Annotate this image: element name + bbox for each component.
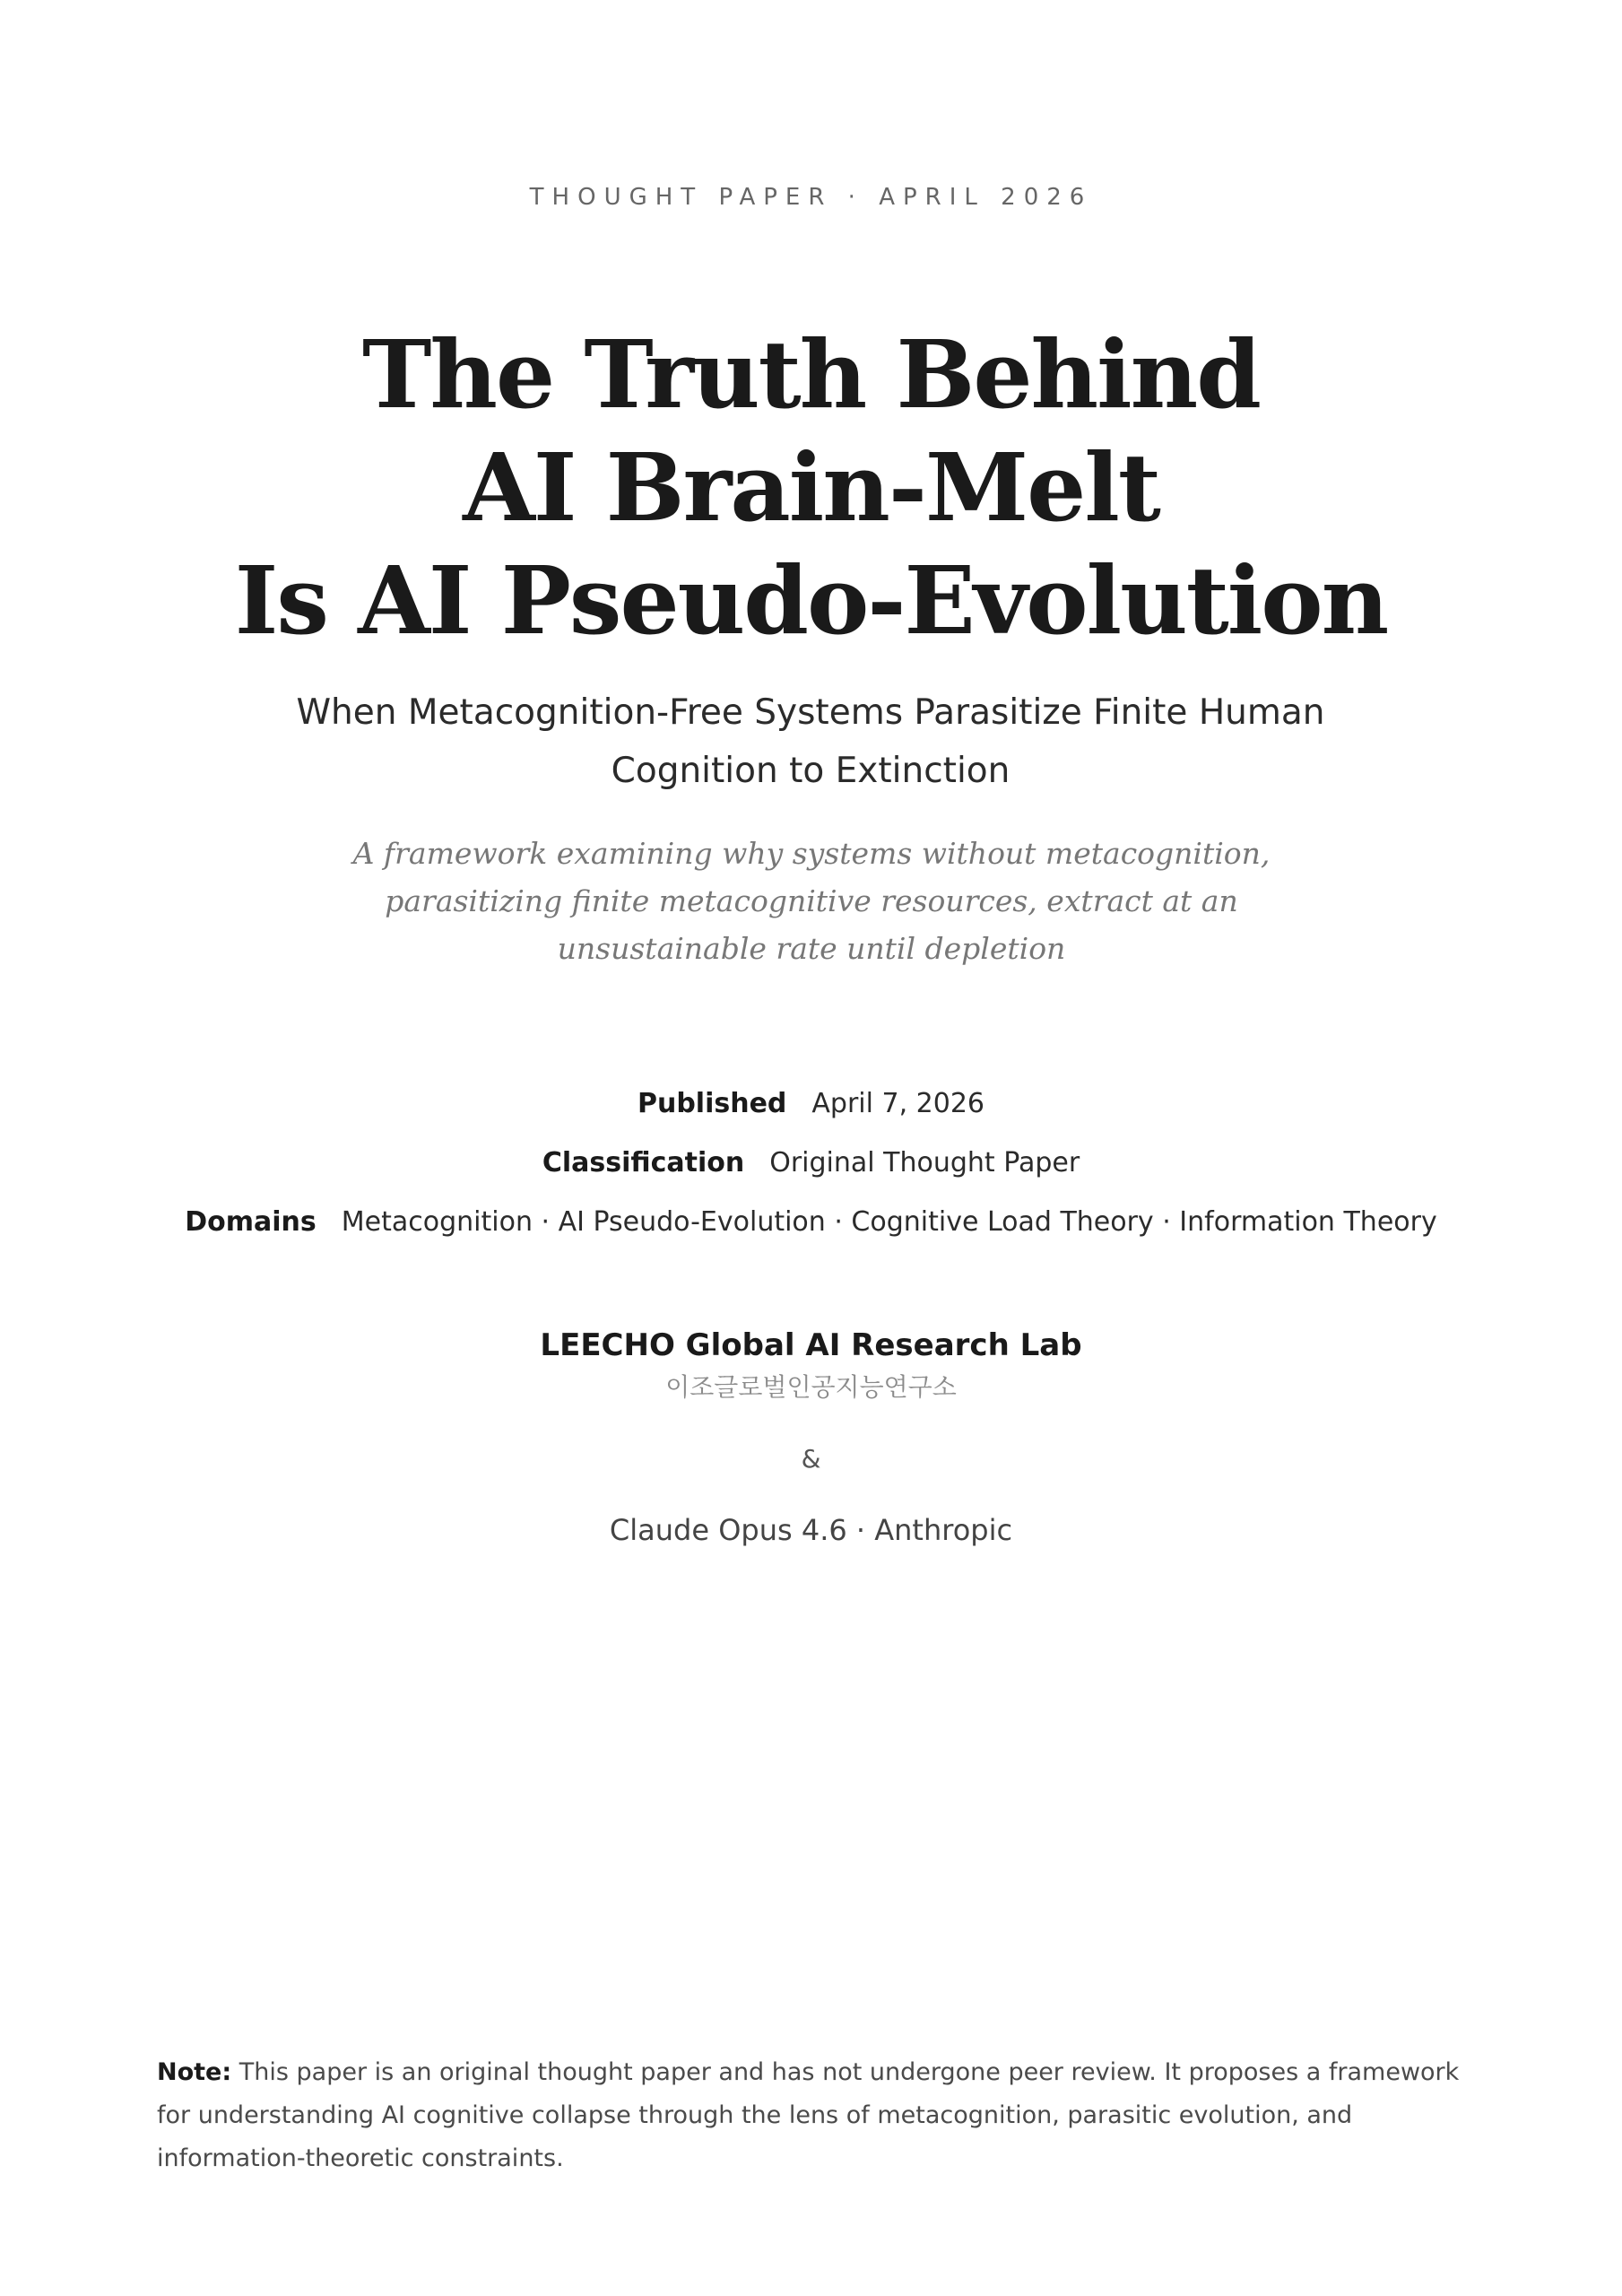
title-line-1: The Truth Behind <box>362 319 1260 430</box>
paper-subtitle: When Metacognition-Free Systems Parasitize Finite Human Cognition to Extinction <box>296 692 1325 791</box>
meta-published-label: Published <box>637 1088 787 1119</box>
org-name: LEECHO Global AI Research Lab <box>540 1327 1082 1363</box>
metadata-block <box>0 1074 1622 1252</box>
title-line-3: Is AI Pseudo-Evolution <box>234 545 1388 656</box>
coauthor: Claude Opus 4.6 · Anthropic <box>609 1513 1013 1547</box>
paper-abstract: A framework examining why systems without metacognition, parasitizing finite metacognitive resources, extract at an unsustainable rate until depletion <box>352 836 1271 966</box>
note-text: This paper is an original thought paper and has not undergone peer review. It proposes a framework for understanding AI cognitive collapse through the lens of metacognition, parasitic evolution, and information-theoretic constraints. <box>157 2058 1460 2172</box>
note-label: Note: <box>157 2058 232 2086</box>
authors-block <box>0 1323 1622 1551</box>
paper-kicker: THOUGHT PAPER · APRIL 2026 <box>529 184 1093 211</box>
meta-published-row <box>0 1074 1622 1134</box>
meta-domains-value: Metacognition · AI Pseudo-Evolution · Cognitive Load Theory · Information Theory <box>341 1206 1437 1238</box>
disclaimer-note <box>157 2051 1466 2180</box>
org-name-korean: 이조글로벌인공지능연구소 <box>665 1372 957 1402</box>
meta-classification-value: Original Thought Paper <box>769 1147 1080 1178</box>
meta-domains-row <box>0 1193 1622 1252</box>
title-line-2: AI Brain-Melt <box>463 432 1159 543</box>
author-separator: & <box>801 1444 821 1474</box>
paper-title <box>0 318 1622 657</box>
meta-domains-label: Domains <box>185 1206 317 1238</box>
meta-published-value: April 7, 2026 <box>811 1088 985 1119</box>
meta-classification-label: Classification <box>542 1147 745 1178</box>
meta-classification-row <box>0 1134 1622 1193</box>
